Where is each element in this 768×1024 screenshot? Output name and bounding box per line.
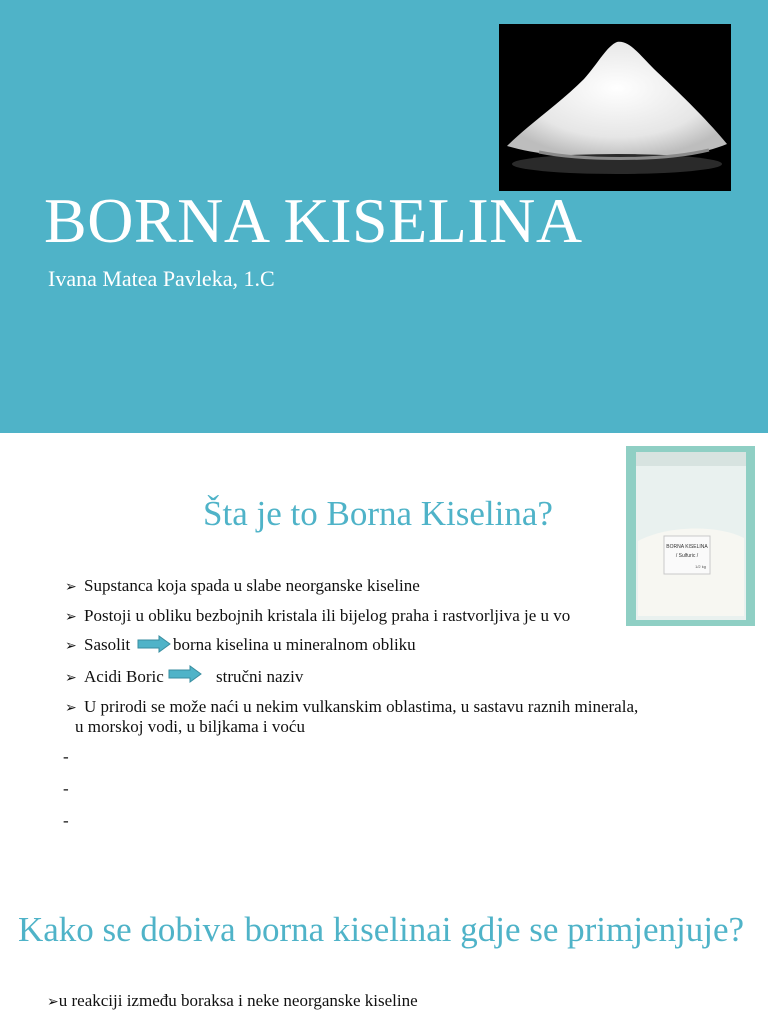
bullet-text: Sasolit	[84, 635, 131, 654]
empty-dash-item: -	[63, 811, 69, 830]
bullet-text: u reakciji između boraksa i neke neorganske kiseline	[58, 991, 418, 1010]
empty-dash-item: -	[63, 747, 69, 766]
bullet-continuation: u morskoj vodi, u biljkama i voću	[75, 717, 305, 736]
bullet-item	[65, 575, 420, 598]
bullet-arrow-icon: ➢	[65, 639, 77, 654]
bag-label-line3: 1/2 kg	[695, 564, 706, 569]
bag-label-line1: BORNA KISELINA	[666, 544, 708, 550]
right-arrow-icon	[137, 635, 171, 653]
bullet-arrow-icon: ➢	[47, 995, 59, 1010]
author-subtitle: Ivana Matea Pavleka, 1.C	[48, 266, 275, 291]
bullet-text: Supstanca koja spada u slabe neorganske kiseline	[84, 576, 420, 595]
slide3-heading: Kako se dobiva borna kiselinai gdje se primjenjuje?	[17, 910, 745, 949]
slide3-bullet-item	[47, 991, 418, 1011]
bag-label-line2: / Sulfuric /	[675, 553, 699, 559]
bullet-arrow-icon: ➢	[65, 580, 77, 595]
bullet-continuation: borna kiselina u mineralnom obliku	[173, 635, 416, 654]
white-powder-photo	[499, 24, 731, 191]
bullet-continuation: stručni naziv	[216, 667, 304, 686]
bullet-text: Postoji u obliku bezbojnih kristala ili bijelog praha i rastvorljiva je u vo	[84, 606, 571, 625]
bullet-item	[65, 605, 570, 628]
bullet-arrow-icon: ➢	[65, 610, 77, 625]
slide2-heading: Šta je to Borna Kiselina?	[203, 494, 553, 533]
title-slide	[0, 0, 768, 433]
right-arrow-icon	[168, 665, 202, 683]
bullet-text: U prirodi se može naći u nekim vulkanskim oblastima, u sastavu raznih minerala,	[84, 697, 639, 716]
boric-acid-bag-photo	[626, 446, 755, 626]
bullet-item	[65, 666, 164, 689]
bullet-text: Acidi Boric	[84, 667, 164, 686]
bullet-arrow-icon: ➢	[65, 701, 77, 716]
bullet-item	[65, 634, 130, 657]
presentation-title: BORNA KISELINA	[44, 185, 583, 256]
bullet-arrow-icon: ➢	[65, 671, 77, 686]
empty-dash-item: -	[63, 779, 69, 798]
